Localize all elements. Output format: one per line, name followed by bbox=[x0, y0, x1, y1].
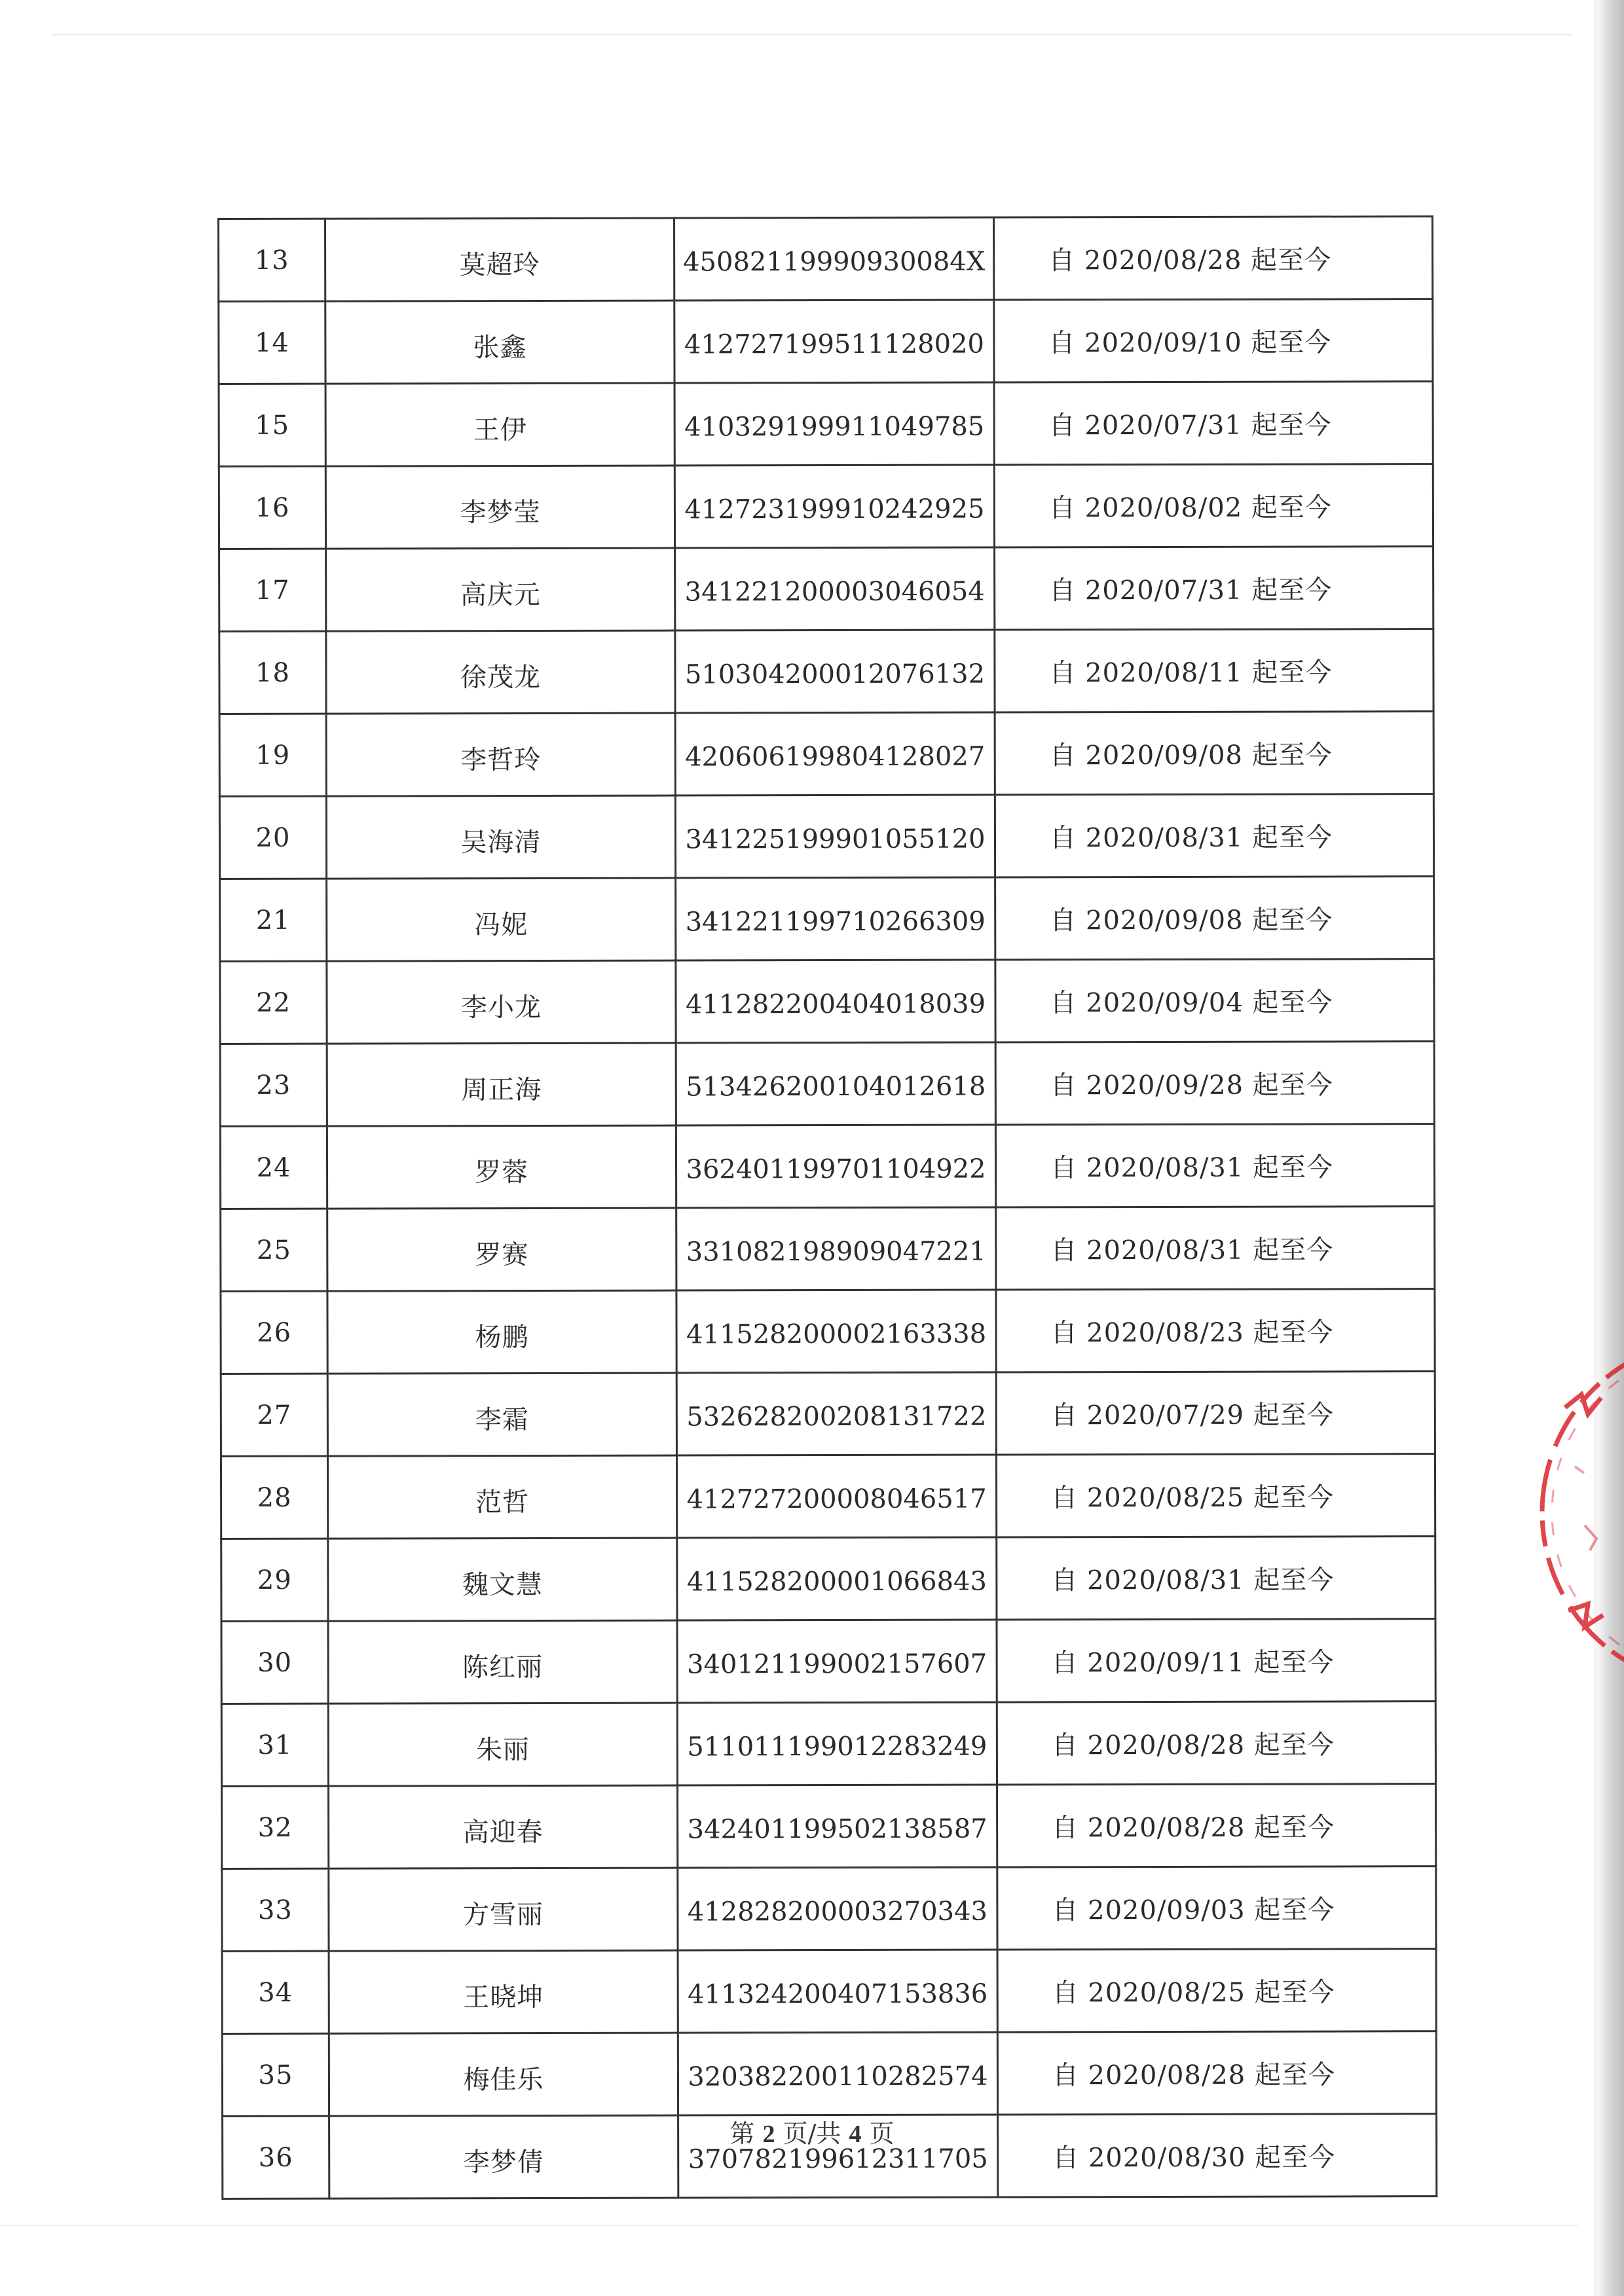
employee-name: 高迎春 bbox=[329, 1785, 678, 1868]
employment-date: 自 2020/08/30 起至今 bbox=[998, 2114, 1437, 2197]
employee-name: 杨鹏 bbox=[327, 1290, 676, 1374]
employment-date: 自 2020/08/28 起至今 bbox=[997, 1784, 1436, 1867]
employee-name: 徐茂龙 bbox=[326, 630, 675, 714]
row-number: 15 bbox=[219, 384, 325, 466]
employee-name: 梅佳乐 bbox=[329, 2033, 678, 2116]
employee-name: 范哲 bbox=[327, 1455, 676, 1539]
page-footer bbox=[0, 2113, 1624, 2149]
table-row bbox=[219, 464, 1433, 549]
row-number: 22 bbox=[220, 961, 327, 1044]
employee-name: 莫超玲 bbox=[325, 218, 674, 301]
row-number: 34 bbox=[222, 1951, 329, 2033]
employee-name: 王晓坤 bbox=[329, 1950, 678, 2033]
id-number: 420606199804128027 bbox=[675, 712, 995, 795]
employment-date: 自 2020/09/08 起至今 bbox=[995, 712, 1433, 795]
table-row bbox=[221, 1372, 1435, 1457]
id-number: 45082119990930084X bbox=[674, 217, 994, 301]
table-row bbox=[222, 1784, 1436, 1869]
row-number: 21 bbox=[220, 879, 327, 961]
employment-date: 自 2020/08/02 起至今 bbox=[994, 464, 1433, 547]
id-number: 411324200407153836 bbox=[678, 1950, 997, 2033]
table-row bbox=[219, 794, 1433, 879]
id-number: 340121199002157607 bbox=[677, 1620, 997, 1703]
footer-suffix: 页 bbox=[869, 2119, 895, 2148]
official-seal-stamp bbox=[1539, 1329, 1624, 1696]
row-number: 24 bbox=[220, 1126, 327, 1209]
table-row bbox=[221, 1454, 1435, 1539]
employee-name: 王伊 bbox=[325, 383, 674, 466]
footer-prefix: 第 bbox=[729, 2119, 755, 2148]
id-number: 513426200104012618 bbox=[676, 1042, 995, 1125]
table-row bbox=[222, 2032, 1436, 2117]
footer-middle: 页/共 bbox=[783, 2119, 841, 2148]
employee-name: 吴海清 bbox=[326, 795, 675, 879]
employee-name: 李哲玲 bbox=[326, 713, 675, 796]
id-number: 341221200003046054 bbox=[675, 547, 995, 630]
id-number: 411528200001066843 bbox=[677, 1537, 997, 1620]
row-number: 19 bbox=[219, 714, 326, 796]
employment-date: 自 2020/09/08 起至今 bbox=[995, 877, 1434, 960]
employee-name: 高庆元 bbox=[326, 548, 675, 631]
id-number: 341221199710266309 bbox=[676, 877, 995, 960]
row-number: 33 bbox=[222, 1868, 329, 1951]
row-number: 32 bbox=[222, 1786, 329, 1868]
employee-name: 罗赛 bbox=[327, 1208, 676, 1291]
employment-date: 自 2020/09/10 起至今 bbox=[994, 299, 1433, 382]
employee-name: 朱丽 bbox=[328, 1703, 677, 1786]
employee-table-container bbox=[217, 215, 1374, 2200]
id-number: 362401199701104922 bbox=[676, 1125, 995, 1208]
employee-name: 方雪丽 bbox=[329, 1868, 678, 1951]
employment-date: 自 2020/08/31 起至今 bbox=[996, 1207, 1435, 1290]
employment-date: 自 2020/08/25 起至今 bbox=[996, 1454, 1435, 1537]
table-row bbox=[221, 1289, 1435, 1374]
employment-date: 自 2020/08/31 起至今 bbox=[995, 794, 1433, 877]
employment-date: 自 2020/09/11 起至今 bbox=[997, 1619, 1435, 1702]
employment-date: 自 2020/09/28 起至今 bbox=[995, 1042, 1434, 1125]
scan-bottom-edge bbox=[0, 2225, 1578, 2226]
row-number: 14 bbox=[219, 301, 325, 384]
scan-right-shadow bbox=[1599, 0, 1624, 2296]
scan-right-margin bbox=[1594, 0, 1599, 2296]
table-row bbox=[219, 382, 1433, 467]
row-number: 26 bbox=[221, 1291, 327, 1374]
footer-page-number: 2 bbox=[762, 2121, 775, 2148]
row-number: 35 bbox=[222, 2033, 329, 2116]
row-number: 17 bbox=[219, 549, 326, 631]
employment-date: 自 2020/08/28 起至今 bbox=[994, 217, 1433, 300]
id-number: 410329199911049785 bbox=[674, 382, 994, 465]
table-row bbox=[219, 217, 1433, 302]
employment-date: 自 2020/07/31 起至今 bbox=[995, 547, 1433, 630]
id-number: 412723199910242925 bbox=[674, 465, 994, 548]
row-number: 30 bbox=[221, 1621, 328, 1704]
row-number: 18 bbox=[219, 631, 326, 714]
table-row bbox=[219, 712, 1433, 797]
employment-date: 自 2020/08/31 起至今 bbox=[995, 1124, 1434, 1207]
employment-date: 自 2020/08/11 起至今 bbox=[995, 629, 1433, 712]
employment-date: 自 2020/09/03 起至今 bbox=[997, 1867, 1436, 1950]
table-row bbox=[220, 1042, 1434, 1127]
employment-date: 自 2020/08/31 起至今 bbox=[997, 1537, 1435, 1620]
table-row bbox=[220, 1124, 1434, 1209]
id-number: 411528200002163338 bbox=[676, 1290, 996, 1373]
row-number: 28 bbox=[221, 1456, 327, 1539]
employment-date: 自 2020/07/29 起至今 bbox=[996, 1372, 1435, 1455]
employee-name: 李梦莹 bbox=[325, 465, 674, 549]
id-number: 510304200012076132 bbox=[675, 630, 995, 713]
row-number: 20 bbox=[219, 796, 326, 879]
table-row bbox=[222, 1949, 1436, 2034]
table-row bbox=[221, 1702, 1435, 1787]
id-number: 511011199012283249 bbox=[677, 1702, 997, 1785]
employment-date: 自 2020/08/28 起至今 bbox=[997, 1702, 1435, 1785]
row-number: 29 bbox=[221, 1539, 328, 1621]
employee-table bbox=[217, 215, 1437, 2200]
employment-date: 自 2020/09/04 起至今 bbox=[995, 959, 1434, 1042]
row-number: 31 bbox=[221, 1704, 328, 1786]
scan-top-edge bbox=[52, 34, 1572, 35]
id-number: 320382200110282574 bbox=[678, 2032, 997, 2115]
row-number: 16 bbox=[219, 466, 325, 549]
employee-name: 冯妮 bbox=[327, 878, 676, 961]
id-number: 341225199901055120 bbox=[675, 795, 995, 878]
table-row bbox=[222, 1867, 1436, 1952]
row-number: 36 bbox=[223, 2116, 329, 2198]
employee-name: 李梦倩 bbox=[329, 2115, 678, 2198]
row-number: 27 bbox=[221, 1374, 327, 1456]
table-row bbox=[221, 1537, 1435, 1622]
id-number: 411282200404018039 bbox=[676, 960, 995, 1043]
table-row bbox=[219, 547, 1433, 632]
employee-name: 周正海 bbox=[327, 1043, 676, 1126]
id-number: 342401199502138587 bbox=[678, 1785, 997, 1868]
row-number: 23 bbox=[220, 1044, 327, 1126]
table-row bbox=[221, 1207, 1435, 1292]
employment-date: 自 2020/08/28 起至今 bbox=[997, 2032, 1436, 2115]
employment-date: 自 2020/08/23 起至今 bbox=[996, 1289, 1435, 1372]
employee-name: 陈红丽 bbox=[328, 1620, 677, 1704]
table-row bbox=[219, 299, 1433, 384]
id-number: 412828200003270343 bbox=[678, 1867, 997, 1950]
employee-table-body bbox=[219, 217, 1437, 2199]
employee-name: 李小龙 bbox=[327, 960, 676, 1044]
employment-date: 自 2020/08/25 起至今 bbox=[997, 1949, 1436, 2032]
id-number: 412727200008046517 bbox=[676, 1455, 996, 1538]
employment-date: 自 2020/07/31 起至今 bbox=[994, 382, 1433, 465]
id-number: 370782199612311705 bbox=[678, 2115, 998, 2198]
employee-name: 李霜 bbox=[327, 1373, 676, 1456]
employee-name: 张鑫 bbox=[325, 301, 674, 384]
id-number: 412727199511128020 bbox=[674, 300, 994, 383]
table-row bbox=[220, 959, 1434, 1044]
id-number: 331082198909047221 bbox=[676, 1207, 996, 1290]
id-number: 532628200208131722 bbox=[676, 1372, 996, 1455]
table-row bbox=[220, 877, 1434, 962]
table-row bbox=[221, 1619, 1435, 1704]
row-number: 13 bbox=[219, 219, 325, 301]
row-number: 25 bbox=[221, 1209, 327, 1291]
table-row bbox=[219, 629, 1433, 714]
employee-name: 罗蓉 bbox=[327, 1125, 676, 1209]
footer-total-pages: 4 bbox=[849, 2121, 862, 2148]
employee-name: 魏文慧 bbox=[328, 1538, 677, 1621]
